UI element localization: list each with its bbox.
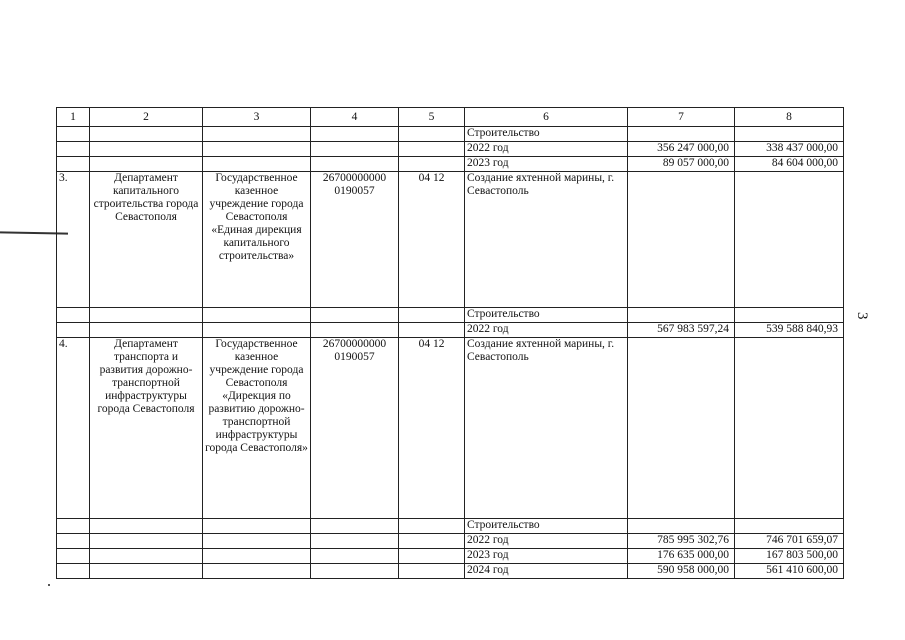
executor-cell: Государственное казенное учреждение города Севастополя «Единая дирекция капитального строительства» xyxy=(203,172,311,308)
amount-col7: 785 995 302,76 xyxy=(628,534,735,549)
amount-col7: 567 983 597,24 xyxy=(628,323,735,338)
header-cell: 1 xyxy=(57,108,90,127)
code-line: 26700000000 xyxy=(322,338,387,350)
amount-col7: 176 635 000,00 xyxy=(628,549,735,564)
code-cell xyxy=(311,338,399,519)
recipient-cell: Департамент транспорта и развития дорожно-транспортной инфраструктуры города Севастополя xyxy=(90,338,203,519)
table-row xyxy=(57,549,844,564)
header-cell: 7 xyxy=(628,108,735,127)
header-cell: 6 xyxy=(465,108,628,127)
amount-col7: 590 958 000,00 xyxy=(628,564,735,579)
header-cell: 4 xyxy=(311,108,399,127)
table-row xyxy=(57,564,844,579)
code-line: 26700000000 xyxy=(322,172,387,184)
table-row xyxy=(57,157,844,172)
construction-label: Строительство xyxy=(465,308,628,323)
year-label: 2022 год xyxy=(465,534,628,549)
year-label: 2023 год xyxy=(465,549,628,564)
page-number: 3 xyxy=(854,312,870,320)
amount-col7: 356 247 000,00 xyxy=(628,142,735,157)
object-cell: Создание яхтенной марины, г. Севастополь xyxy=(465,338,628,519)
table-row xyxy=(57,308,844,323)
amount-col8: 561 410 600,00 xyxy=(735,564,844,579)
year-label: 2023 год xyxy=(465,157,628,172)
amount-col8: 539 588 840,93 xyxy=(735,323,844,338)
construction-label: Строительство xyxy=(465,519,628,534)
section-cell: 04 12 xyxy=(399,338,465,519)
object-cell: Создание яхтенной марины, г. Севастополь xyxy=(465,172,628,308)
table-row xyxy=(57,519,844,534)
code-line: 0190057 xyxy=(334,185,375,197)
year-label: 2024 год xyxy=(465,564,628,579)
code-cell xyxy=(311,172,399,308)
table-row xyxy=(57,142,844,157)
table-header-row xyxy=(57,108,844,127)
year-label: 2022 год xyxy=(465,323,628,338)
amount-col8: 746 701 659,07 xyxy=(735,534,844,549)
amount-col8: 338 437 000,00 xyxy=(735,142,844,157)
table-row xyxy=(57,534,844,549)
entry-number: 4. xyxy=(57,338,90,519)
scan-speck xyxy=(48,584,50,586)
table-row xyxy=(57,127,844,142)
entry-number: 3. xyxy=(57,172,90,308)
year-label: 2022 год xyxy=(465,142,628,157)
construction-label: Строительство xyxy=(465,127,628,142)
section-cell: 04 12 xyxy=(399,172,465,308)
table-row xyxy=(57,172,844,308)
header-cell: 5 xyxy=(399,108,465,127)
executor-cell: Государственное казенное учреждение города Севастополя «Дирекция по развитию дорожно-транспортной инфраструктуры города Севастополя» xyxy=(203,338,311,519)
header-cell: 2 xyxy=(90,108,203,127)
amount-col7: 89 057 000,00 xyxy=(628,157,735,172)
header-cell: 8 xyxy=(735,108,844,127)
amount-col8: 167 803 500,00 xyxy=(735,549,844,564)
recipient-cell: Департамент капитального строительства города Севастополя xyxy=(90,172,203,308)
amount-col8: 84 604 000,00 xyxy=(735,157,844,172)
header-cell: 3 xyxy=(203,108,311,127)
budget-table xyxy=(56,107,844,579)
table-row xyxy=(57,338,844,519)
table-row xyxy=(57,323,844,338)
code-line: 0190057 xyxy=(334,351,375,363)
